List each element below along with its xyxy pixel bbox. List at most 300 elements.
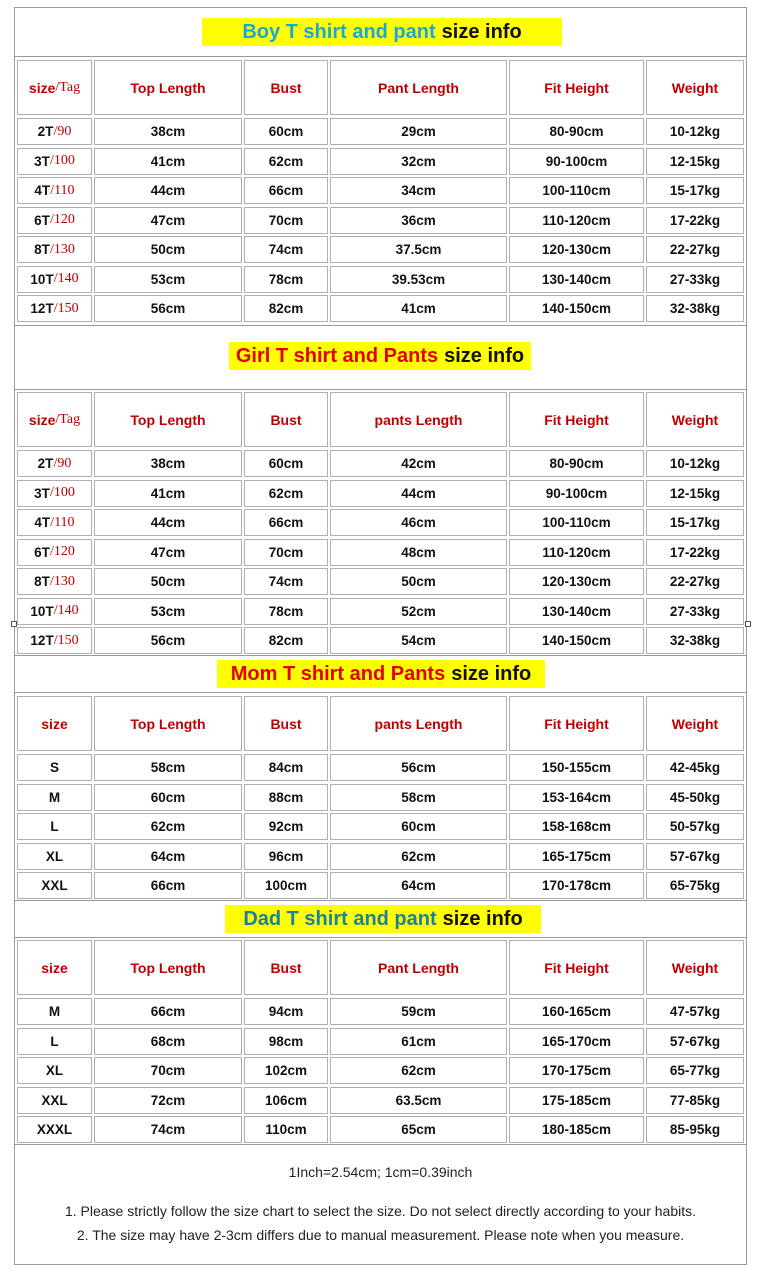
girl-title <box>229 342 531 370</box>
girl-row-cell <box>646 480 744 507</box>
cell-value: 68cm <box>150 1033 186 1049</box>
cell-value: 65cm <box>401 1122 436 1137</box>
cell-value: 165-170cm <box>541 1033 612 1049</box>
cell-value: 84cm <box>268 760 304 775</box>
cell-value: 120-130cm <box>541 574 612 589</box>
cell-value: 50cm <box>401 574 436 589</box>
boy-row-cell <box>94 118 242 145</box>
cell-value: 130-140cm <box>541 603 612 619</box>
size-value: XL <box>45 1063 64 1078</box>
column-header: Bust <box>270 959 302 976</box>
size-value: XXL <box>41 878 68 893</box>
boy-row-cell <box>646 207 744 234</box>
cell-value: 170-175cm <box>541 1063 612 1078</box>
column-header: Pant Length <box>378 79 459 96</box>
mom-row-cell <box>330 784 507 811</box>
note-line-1: 1. Please strictly follow the size chart to select the size. Do not select directly according to your habits. <box>64 1203 697 1219</box>
boy-row-cell <box>509 295 644 322</box>
dad-row-cell <box>244 1087 328 1114</box>
column-header: Bust <box>270 79 302 96</box>
girl-header-0 <box>94 392 242 447</box>
column-header: Top Length <box>130 959 206 976</box>
boy-row-cell <box>244 118 328 145</box>
column-header: Weight <box>671 411 719 428</box>
mom-row-cell <box>330 843 507 870</box>
boy-row-cell <box>509 207 644 234</box>
mom-row-cell <box>94 843 242 870</box>
cell-value: 180-185cm <box>541 1122 612 1137</box>
cell-value: 50-57kg <box>669 819 721 834</box>
dad-title <box>225 905 541 933</box>
girl-row-cell <box>330 450 507 477</box>
tag-value: /90 <box>53 123 72 139</box>
cell-value: 82cm <box>268 301 304 316</box>
boy-row-cell <box>94 295 242 322</box>
cell-value: 37.5cm <box>395 242 442 257</box>
dad-row-cell <box>509 1116 644 1143</box>
dad-row-cell <box>509 1057 644 1084</box>
mom-title <box>217 660 545 688</box>
cell-value: 106cm <box>264 1092 308 1108</box>
cell-value: 41cm <box>150 485 186 501</box>
cell-value: 140-150cm <box>541 301 612 316</box>
size-label: size <box>28 411 56 428</box>
size-value: XL <box>45 848 64 864</box>
cell-value: 59cm <box>401 1004 436 1019</box>
size-value: L <box>50 819 59 834</box>
cell-value: 12-15kg <box>669 485 721 501</box>
mom-row-cell <box>94 754 242 781</box>
column-header: Top Length <box>130 79 206 96</box>
tag-value: /130 <box>49 573 75 589</box>
cell-value: 153-164cm <box>541 789 612 805</box>
boy-row-size <box>17 236 92 263</box>
tag-value: /100 <box>49 485 75 500</box>
cell-value: 57-67kg <box>669 848 721 864</box>
mom-header-0 <box>94 696 242 751</box>
cell-value: 58cm <box>401 789 436 805</box>
tag-value: /120 <box>49 212 75 227</box>
boy-row-size <box>17 148 92 175</box>
mom-row-cell <box>646 872 744 899</box>
cell-value: 130-140cm <box>541 271 612 287</box>
size-value: XXL <box>41 1092 68 1108</box>
dad-header-1 <box>244 940 328 995</box>
cell-value: 10-12kg <box>669 124 721 139</box>
girl-row-cell <box>509 598 644 625</box>
boy-row-cell <box>646 118 744 145</box>
mom-header-3 <box>509 696 644 751</box>
dad-row-cell <box>646 1028 744 1055</box>
size-value: S <box>49 760 59 775</box>
mom-row-cell <box>509 872 644 899</box>
column-header: Weight <box>671 959 719 976</box>
mom-header-2 <box>330 696 507 751</box>
tag-value: /110 <box>50 514 75 530</box>
section-divider <box>14 655 747 656</box>
boy-row-cell <box>646 148 744 175</box>
cell-value: 80-90cm <box>549 124 604 139</box>
size-value: L <box>50 1033 59 1049</box>
cell-value: 70cm <box>268 544 304 560</box>
dad-row-cell <box>244 1028 328 1055</box>
tag-value: /100 <box>49 153 75 168</box>
cell-value: 34cm <box>401 183 436 198</box>
column-header: Fit Height <box>544 79 609 96</box>
girl-title-main: Girl T shirt and Pants <box>235 344 439 367</box>
cell-value: 48cm <box>401 544 436 560</box>
cell-value: 22-27kg <box>669 574 721 589</box>
cell-value: 66cm <box>150 1004 186 1019</box>
tag-value: /120 <box>49 544 75 559</box>
size-value: 12T <box>30 633 54 648</box>
mom-row-cell <box>509 754 644 781</box>
size-value: M <box>48 1004 61 1019</box>
cell-value: 110cm <box>265 1122 307 1137</box>
dad-row-size <box>17 1028 92 1055</box>
girl-row-cell <box>244 627 328 654</box>
cell-value: 85-95kg <box>669 1122 721 1137</box>
dad-header-size <box>17 940 92 995</box>
cell-value: 63.5cm <box>395 1092 442 1108</box>
dad-title-main: Dad T shirt and pant <box>243 907 437 930</box>
mom-row-size <box>17 843 92 870</box>
cell-value: 110-120cm <box>542 212 611 228</box>
dad-row-cell <box>94 1116 242 1143</box>
cell-value: 74cm <box>150 1122 186 1137</box>
tag-value: /140 <box>53 271 79 286</box>
cell-value: 90-100cm <box>545 485 608 501</box>
tag-value: /150 <box>53 632 79 648</box>
cell-value: 102cm <box>264 1063 308 1078</box>
boy-row-cell <box>509 236 644 263</box>
boy-row-cell <box>330 236 507 263</box>
mom-header-4 <box>646 696 744 751</box>
column-header: Top Length <box>130 411 206 428</box>
cell-value: 44cm <box>150 183 186 198</box>
column-header: Weight <box>671 79 719 96</box>
cell-value: 39.53cm <box>391 271 446 287</box>
column-header: Fit Height <box>544 411 609 428</box>
cell-value: 66cm <box>150 878 186 893</box>
cell-value: 65-75kg <box>669 878 721 893</box>
mom-row-cell <box>244 813 328 840</box>
cell-value: 100-110cm <box>542 183 611 198</box>
column-header: Top Length <box>130 715 206 732</box>
cell-value: 100-110cm <box>542 515 611 530</box>
mom-row-cell <box>509 813 644 840</box>
boy-row-cell <box>244 207 328 234</box>
girl-header-4 <box>646 392 744 447</box>
resize-handle-left[interactable] <box>11 621 17 627</box>
boy-row-cell <box>330 295 507 322</box>
girl-row-size <box>17 627 92 654</box>
girl-row-cell <box>244 568 328 595</box>
dad-row-cell <box>509 998 644 1025</box>
cell-value: 94cm <box>268 1004 304 1019</box>
girl-header-size <box>17 392 92 447</box>
cell-value: 80-90cm <box>549 456 604 471</box>
size-label: size <box>28 79 56 96</box>
size-label: size <box>41 715 68 732</box>
cell-value: 70cm <box>150 1063 186 1078</box>
mom-row-size <box>17 872 92 899</box>
size-value: 2T <box>37 456 54 471</box>
cell-value: 53cm <box>150 603 186 619</box>
cell-value: 160-165cm <box>541 1004 612 1019</box>
dad-header-0 <box>94 940 242 995</box>
cell-value: 90-100cm <box>545 153 608 169</box>
cell-value: 46cm <box>401 515 436 530</box>
dad-row-cell <box>244 998 328 1025</box>
dad-row-size <box>17 998 92 1025</box>
mom-title-main: Mom T shirt and Pants <box>230 662 446 685</box>
cell-value: 74cm <box>268 242 304 257</box>
dad-row-cell <box>646 1087 744 1114</box>
tag-label: /Tag <box>55 411 81 427</box>
cell-value: 165-175cm <box>541 848 612 864</box>
cell-value: 44cm <box>150 515 186 530</box>
cell-value: 47cm <box>150 544 186 560</box>
girl-row-cell <box>94 509 242 536</box>
dad-row-cell <box>330 1087 507 1114</box>
girl-row-cell <box>509 450 644 477</box>
cell-value: 100cm <box>264 878 308 893</box>
boy-row-cell <box>509 177 644 204</box>
section-divider <box>14 389 747 390</box>
dad-row-size <box>17 1057 92 1084</box>
dad-row-cell <box>330 998 507 1025</box>
dad-row-size <box>17 1087 92 1114</box>
girl-row-cell <box>244 509 328 536</box>
cell-value: 92cm <box>268 819 304 834</box>
cell-value: 15-17kg <box>669 183 721 198</box>
size-value: 6T <box>34 212 50 228</box>
mom-row-cell <box>330 872 507 899</box>
girl-row-cell <box>509 627 644 654</box>
girl-row-size <box>17 480 92 507</box>
girl-row-size <box>17 509 92 536</box>
girl-row-cell <box>94 568 242 595</box>
mom-row-cell <box>646 754 744 781</box>
size-value: 4T <box>34 183 51 198</box>
cell-value: 38cm <box>150 124 186 139</box>
dad-header-2 <box>330 940 507 995</box>
girl-row-cell <box>330 627 507 654</box>
tag-label: /Tag <box>55 79 81 95</box>
cell-value: 57-67kg <box>669 1033 721 1049</box>
size-value: 10T <box>30 603 54 619</box>
girl-row-cell <box>509 480 644 507</box>
girl-row-size <box>17 598 92 625</box>
mom-row-cell <box>509 784 644 811</box>
dad-header-3 <box>509 940 644 995</box>
girl-row-cell <box>646 568 744 595</box>
cell-value: 27-33kg <box>669 271 721 287</box>
boy-row-cell <box>94 236 242 263</box>
dad-row-cell <box>244 1057 328 1084</box>
column-header: pants Length <box>374 411 463 428</box>
column-header: Bust <box>270 411 302 428</box>
boy-row-size <box>17 207 92 234</box>
mom-row-cell <box>244 872 328 899</box>
size-value: 3T <box>34 485 50 501</box>
cell-value: 66cm <box>268 183 304 198</box>
boy-row-cell <box>244 295 328 322</box>
girl-row-cell <box>330 480 507 507</box>
mom-header-size <box>17 696 92 751</box>
cell-value: 12-15kg <box>669 153 721 169</box>
section-divider <box>14 692 747 693</box>
boy-row-size <box>17 118 92 145</box>
girl-row-cell <box>94 598 242 625</box>
boy-row-cell <box>244 177 328 204</box>
cell-value: 41cm <box>401 301 436 316</box>
boy-row-cell <box>509 148 644 175</box>
dad-row-cell <box>330 1028 507 1055</box>
mom-row-cell <box>244 784 328 811</box>
boy-row-size <box>17 177 92 204</box>
cell-value: 65-77kg <box>669 1063 721 1078</box>
girl-row-cell <box>94 480 242 507</box>
girl-row-cell <box>244 480 328 507</box>
girl-row-cell <box>509 568 644 595</box>
boy-title <box>202 18 562 46</box>
cell-value: 120-130cm <box>541 242 612 257</box>
boy-row-cell <box>330 207 507 234</box>
cell-value: 60cm <box>268 456 304 471</box>
resize-handle-right[interactable] <box>745 621 751 627</box>
size-value: 2T <box>37 124 54 139</box>
boy-row-cell <box>646 177 744 204</box>
cell-value: 50cm <box>150 574 186 589</box>
boy-row-cell <box>330 118 507 145</box>
boy-row-cell <box>94 177 242 204</box>
cell-value: 82cm <box>268 633 304 648</box>
dad-row-cell <box>94 998 242 1025</box>
tag-value: /140 <box>53 603 79 618</box>
cell-value: 64cm <box>401 878 436 893</box>
boy-row-cell <box>646 236 744 263</box>
cell-value: 78cm <box>268 271 304 287</box>
size-value: M <box>48 789 61 805</box>
mom-row-cell <box>646 784 744 811</box>
section-divider <box>14 937 747 938</box>
girl-header-1 <box>244 392 328 447</box>
cell-value: 22-27kg <box>669 242 721 257</box>
cell-value: 72cm <box>150 1092 186 1108</box>
section-divider <box>14 325 747 326</box>
cell-value: 70cm <box>268 212 304 228</box>
mom-row-cell <box>94 813 242 840</box>
girl-row-cell <box>244 450 328 477</box>
boy-row-cell <box>244 148 328 175</box>
boy-row-cell <box>646 266 744 293</box>
cell-value: 42-45kg <box>669 760 721 775</box>
cell-value: 58cm <box>150 760 186 775</box>
cell-value: 62cm <box>268 485 304 501</box>
girl-row-size <box>17 568 92 595</box>
boy-row-size <box>17 266 92 293</box>
cell-value: 50cm <box>150 242 186 257</box>
girl-row-cell <box>244 539 328 566</box>
mom-row-cell <box>646 813 744 840</box>
mom-row-cell <box>330 813 507 840</box>
boy-header-0 <box>94 60 242 115</box>
cell-value: 64cm <box>150 848 186 864</box>
size-value: 3T <box>34 153 50 169</box>
mom-row-cell <box>646 843 744 870</box>
girl-row-cell <box>330 568 507 595</box>
dad-row-cell <box>94 1057 242 1084</box>
cell-value: 17-22kg <box>669 544 721 560</box>
cell-value: 175-185cm <box>541 1092 612 1108</box>
cell-value: 62cm <box>268 153 304 169</box>
cell-value: 56cm <box>150 301 186 316</box>
mom-row-size <box>17 754 92 781</box>
cell-value: 60cm <box>401 819 436 834</box>
cell-value: 60cm <box>268 124 304 139</box>
dad-row-cell <box>330 1057 507 1084</box>
boy-row-cell <box>244 236 328 263</box>
boy-row-cell <box>94 148 242 175</box>
cell-value: 47cm <box>150 212 186 228</box>
cell-value: 158-168cm <box>541 819 612 834</box>
dad-row-cell <box>646 1116 744 1143</box>
column-header: Bust <box>270 715 302 732</box>
boy-title-main: Boy T shirt and pant <box>242 20 436 43</box>
boy-row-cell <box>94 266 242 293</box>
cell-value: 98cm <box>268 1033 304 1049</box>
boy-header-3 <box>509 60 644 115</box>
cell-value: 88cm <box>268 789 304 805</box>
cell-value: 78cm <box>268 603 304 619</box>
boy-header-4 <box>646 60 744 115</box>
girl-row-cell <box>330 598 507 625</box>
dad-row-cell <box>509 1028 644 1055</box>
cell-value: 54cm <box>401 633 436 648</box>
cell-value: 60cm <box>150 789 186 805</box>
girl-row-cell <box>509 539 644 566</box>
size-value: 8T <box>34 574 50 589</box>
boy-row-cell <box>646 295 744 322</box>
girl-row-cell <box>646 509 744 536</box>
cell-value: 150-155cm <box>541 760 612 775</box>
cell-value: 47-57kg <box>669 1004 721 1019</box>
column-header: Fit Height <box>544 959 609 976</box>
cell-value: 62cm <box>401 1063 436 1078</box>
cell-value: 32-38kg <box>669 633 721 648</box>
dad-row-cell <box>244 1116 328 1143</box>
girl-row-cell <box>646 627 744 654</box>
mom-row-cell <box>94 872 242 899</box>
tag-value: /90 <box>53 455 72 471</box>
girl-row-cell <box>94 627 242 654</box>
cell-value: 56cm <box>401 760 436 775</box>
cell-value: 110-120cm <box>542 544 611 560</box>
dad-row-cell <box>94 1028 242 1055</box>
size-value: 6T <box>34 544 50 560</box>
girl-row-cell <box>509 509 644 536</box>
column-header: Weight <box>671 715 719 732</box>
boy-row-size <box>17 295 92 322</box>
dad-row-cell <box>94 1087 242 1114</box>
boy-row-cell <box>94 207 242 234</box>
cell-value: 170-178cm <box>541 878 612 893</box>
dad-row-cell <box>646 1057 744 1084</box>
mom-row-size <box>17 784 92 811</box>
mom-row-cell <box>244 754 328 781</box>
